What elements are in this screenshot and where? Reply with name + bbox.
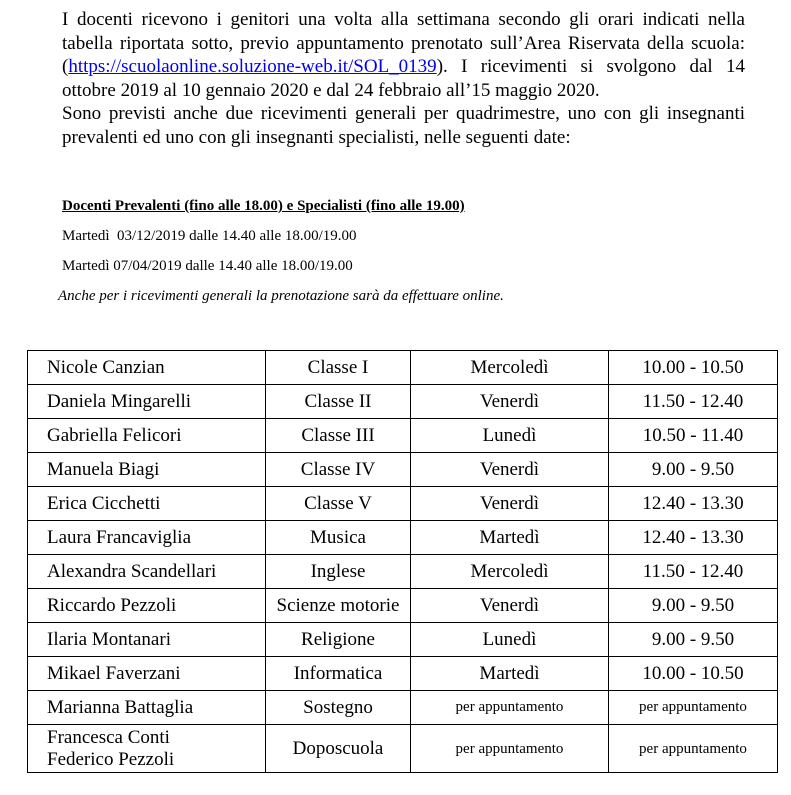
table-row (28, 555, 778, 589)
teacher-name: Federico Pezzoli (47, 748, 175, 770)
schedule-body (28, 351, 778, 725)
time-cell: 9.00 - 9.50 (609, 453, 778, 487)
subject-cell: Religione (266, 623, 411, 657)
intro-part-1: I docenti ricevono i genitori una volta alla settimana secondo gli orari indicati nella tabella riportata sotto, previo appuntamento prenotato sull’Area Riservata della scuola: ( (62, 9, 745, 77)
subject-cell: Classe V (266, 487, 411, 521)
table-row (28, 385, 778, 419)
teacher-name-cell: Laura Francaviglia (28, 521, 266, 555)
intro-part-2: ). I ricevimenti si svolgono dal 14 ottobre 2019 al 10 gennaio 2020 e dal 24 febbraio all’15 maggio 2020. (62, 56, 745, 101)
day-cell: Lunedì (411, 419, 609, 453)
teacher-name-cell: Nicole Canzian (28, 351, 266, 385)
day-cell: Venerdì (411, 385, 609, 419)
subject-cell: Musica (266, 521, 411, 555)
table-row (28, 419, 778, 453)
teacher-name-cell: Manuela Biagi (28, 453, 266, 487)
subject-cell: Informatica (266, 657, 411, 691)
subject-cell: Scienze motorie (266, 589, 411, 623)
day-cell: per appuntamento (411, 725, 609, 773)
table-row (28, 589, 778, 623)
table-row (28, 351, 778, 385)
time-cell: 9.00 - 9.50 (609, 589, 778, 623)
intro-paragraph-1 (62, 8, 745, 102)
teacher-name-cell (28, 725, 266, 773)
day-cell: Venerdì (411, 453, 609, 487)
time-cell: 12.40 - 13.30 (609, 487, 778, 521)
table-row (28, 623, 778, 657)
reserved-area-link[interactable]: https://scuolaonline.soluzione-web.it/SOL_0139 (68, 56, 437, 77)
table-row (28, 691, 778, 725)
teacher-name-cell: Alexandra Scandellari (28, 555, 266, 589)
table-row (28, 453, 778, 487)
teacher-name-cell: Erica Cicchetti (28, 487, 266, 521)
time-cell: 11.50 - 12.40 (609, 385, 778, 419)
teacher-name-cell: Gabriella Felicori (28, 419, 266, 453)
table-row (28, 657, 778, 691)
day-cell: Venerdì (411, 487, 609, 521)
general-meeting-date-2: Martedì 07/04/2019 dalle 14.40 alle 18.00/19.00 (62, 258, 353, 274)
teacher-schedule-table (27, 350, 778, 773)
time-cell: 9.00 - 9.50 (609, 623, 778, 657)
table-row (28, 521, 778, 555)
time-cell: 10.50 - 11.40 (609, 419, 778, 453)
time-cell: 12.40 - 13.30 (609, 521, 778, 555)
intro-paragraph-2: Sono previsti anche due ricevimenti generali per quadrimestre, uno con gli insegnanti prevalenti ed uno con gli insegnanti specialisti, nelle seguenti date: (62, 103, 745, 148)
teacher-name-cell: Ilaria Montanari (28, 623, 266, 657)
day-cell: Martedì (411, 657, 609, 691)
teacher-name-cell: Daniela Mingarelli (28, 385, 266, 419)
teacher-name-cell: Riccardo Pezzoli (28, 589, 266, 623)
subject-cell: Classe I (266, 351, 411, 385)
general-meeting-date-1: Martedì 03/12/2019 dalle 14.40 alle 18.00/19.00 (62, 228, 357, 244)
subject-cell: Inglese (266, 555, 411, 589)
day-cell: per appuntamento (411, 691, 609, 725)
time-cell: 10.00 - 10.50 (609, 351, 778, 385)
day-cell: Martedì (411, 521, 609, 555)
time-cell: 11.50 - 12.40 (609, 555, 778, 589)
subject-cell: Classe IV (266, 453, 411, 487)
subject-cell: Doposcuola (266, 725, 411, 773)
intro-text (62, 8, 745, 149)
teacher-name-cell: Marianna Battaglia (28, 691, 266, 725)
day-cell: Lunedì (411, 623, 609, 657)
time-cell: per appuntamento (609, 725, 778, 773)
subject-cell: Sostegno (266, 691, 411, 725)
booking-note: Anche per i ricevimenti generali la prenotazione sarà da effettuare online. (58, 288, 504, 304)
table-row (28, 725, 778, 773)
time-cell: 10.00 - 10.50 (609, 657, 778, 691)
table-row (28, 487, 778, 521)
general-meetings-heading: Docenti Prevalenti (fino alle 18.00) e Specialisti (fino alle 19.00) (62, 198, 465, 214)
teacher-name: Francesca Conti (47, 726, 170, 748)
day-cell: Mercoledì (411, 555, 609, 589)
subject-cell: Classe II (266, 385, 411, 419)
time-cell: per appuntamento (609, 691, 778, 725)
teacher-name-cell: Mikael Faverzani (28, 657, 266, 691)
day-cell: Mercoledì (411, 351, 609, 385)
day-cell: Venerdì (411, 589, 609, 623)
subject-cell: Classe III (266, 419, 411, 453)
